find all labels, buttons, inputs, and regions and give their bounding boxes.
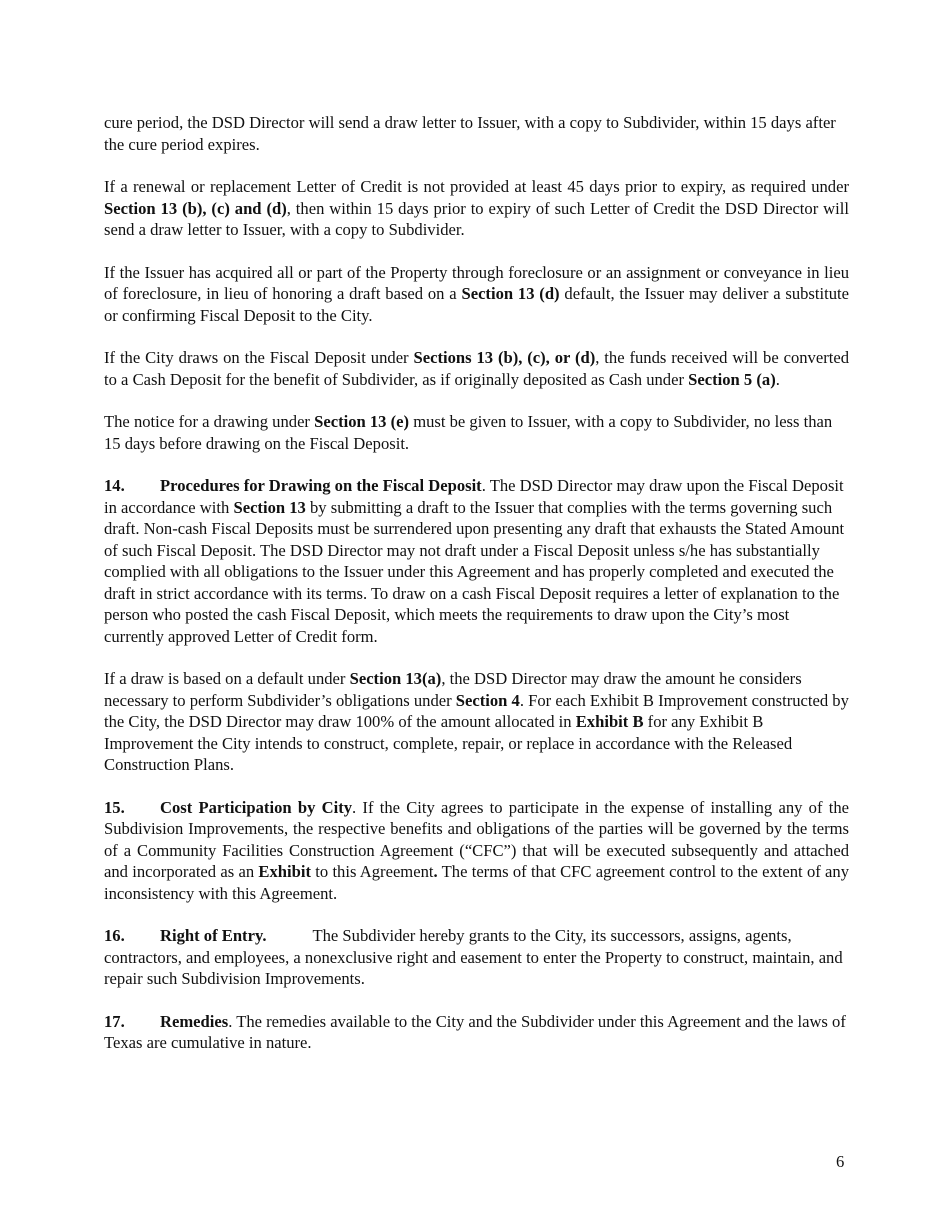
paragraph-renewal	[104, 176, 849, 241]
section-number: 17.	[104, 1011, 125, 1031]
paragraph-text: If the City draws on the Fiscal Deposit under	[104, 348, 414, 367]
exhibit-reference: Exhibit	[258, 862, 311, 881]
section-17	[104, 1011, 849, 1054]
section-reference: Section 4	[455, 690, 520, 710]
paragraph-text: . If the City agrees to participate in the expense of installing any of the Subdivision Improvements, the respective benefits and obligations of the parties will be governed by the terms of a Community Facilities Construction Agreement (“CFC”) that will be executed subsequently and attached and incorporated as an	[104, 797, 849, 881]
section-heading: Procedures for Drawing on the Fiscal Deposit	[160, 476, 482, 495]
section-reference: Section 13(a)	[349, 669, 442, 688]
paragraph-text: , then within 15 days prior to expiry of such Letter of Credit the DSD Director will send a draw letter to Issuer, with a copy to Subdivider.	[104, 198, 849, 239]
section-number: 15.	[104, 797, 125, 817]
section-heading: Right of Entry.	[160, 926, 267, 945]
paragraph-text: to this Agreement	[310, 862, 434, 881]
paragraph-cure-period	[104, 112, 849, 155]
section-14	[104, 475, 849, 647]
paragraph-text: , the funds received will be converted to a Cash Deposit for the benefit of Subdivider, as if originally deposited as Cash under	[104, 348, 849, 389]
paragraph-text: If the Issuer has acquired all or part of the Property through foreclosure or an assignment or conveyance in lieu of foreclosure, in lieu of honoring a draft based on a	[104, 262, 849, 303]
section-heading: Remedies	[160, 1011, 229, 1031]
paragraph-text: , the DSD Director may draw the amount he considers necessary to perform Subdivider’s obligations under	[104, 669, 802, 710]
section-reference: Section 13 (b), (c) and (d)	[104, 198, 287, 218]
paragraph-text: . For each Exhibit B Improvement constructed by the City, the DSD Director may draw 100% of the amount allocated in	[104, 690, 849, 731]
section-15	[104, 797, 849, 905]
paragraph-text: cure period, the DSD Director will send a draw letter to Issuer, with a copy to Subdivider, within 15 days after the cure period expires.	[104, 113, 836, 154]
section-reference: Sections 13 (b), (c), or (d)	[413, 348, 596, 367]
section-reference: Section 13 (d)	[461, 284, 560, 303]
paragraph-text: If a renewal or replacement Letter of Credit is not provided at least 45 days prior to expiry, as required under	[104, 177, 849, 196]
section-heading: Cost Participation by City	[160, 797, 353, 817]
paragraph-text: default, the Issuer may deliver a substitute or confirming Fiscal Deposit to the City.	[104, 284, 849, 325]
document-body	[104, 112, 849, 1075]
paragraph-text: by submitting a draft to the Issuer that complies with the terms governing such draft. Non-cash Fiscal Deposits must be surrendered upon presenting any draft that exhausts the Stated Amount of such Fiscal Deposit. The DSD Director may not draft under a Fiscal Deposit unless s/he has substantially complied with all obligations to the Issuer under this Agreement and has properly completed and executed the draft in strict accordance with its terms. To draw on a cash Fiscal Deposit requires a letter of explanation to the person who posted the cash Fiscal Deposit, which meets the requirements to draw upon the City’s most currently approved Letter of Credit form.	[104, 497, 845, 646]
paragraph-text: . The DSD Director may draw upon the Fiscal Deposit in accordance with	[104, 476, 844, 517]
bold-period: .	[433, 862, 438, 881]
paragraph-text: for any Exhibit B Improvement the City intends to construct, complete, repair, or replace in accordance with the Released Construction Plans.	[104, 712, 793, 774]
section-number: 14.	[104, 476, 125, 495]
paragraph-text: The terms of that CFC agreement control to the extent of any inconsistency with this Agreement.	[104, 862, 849, 903]
section-reference: Section 5 (a)	[688, 369, 776, 389]
section-reference: Section 13 (e)	[314, 412, 410, 431]
exhibit-reference: Exhibit B	[575, 712, 644, 731]
paragraph-text: The notice for a drawing under	[104, 412, 315, 431]
paragraph-city-draws	[104, 347, 849, 390]
paragraph-text: .	[775, 369, 780, 389]
paragraph-text: The Subdivider hereby grants to the City, its successors, assigns, agents, contractors, and employees, a nonexclusive right and easement to enter the Property to construct, maintain, and repair such Subdivision Improvements.	[104, 926, 843, 988]
page-number: 6	[836, 1152, 845, 1171]
paragraph-notice	[104, 411, 849, 454]
paragraph-text: . The remedies available to the City and the Subdivider under this Agreement and the laws of Texas are cumulative in nature.	[104, 1011, 846, 1052]
section-reference: Section 13	[233, 497, 306, 517]
section-16	[104, 925, 849, 990]
paragraph-text: must be given to Issuer, with a copy to Subdivider, no less than 15 days before drawing on the Fiscal Deposit.	[104, 412, 833, 453]
paragraph-text: If a draw is based on a default under	[104, 669, 350, 688]
paragraph-foreclosure	[104, 262, 849, 327]
paragraph-default-draw	[104, 668, 849, 776]
section-number: 16.	[104, 926, 125, 945]
